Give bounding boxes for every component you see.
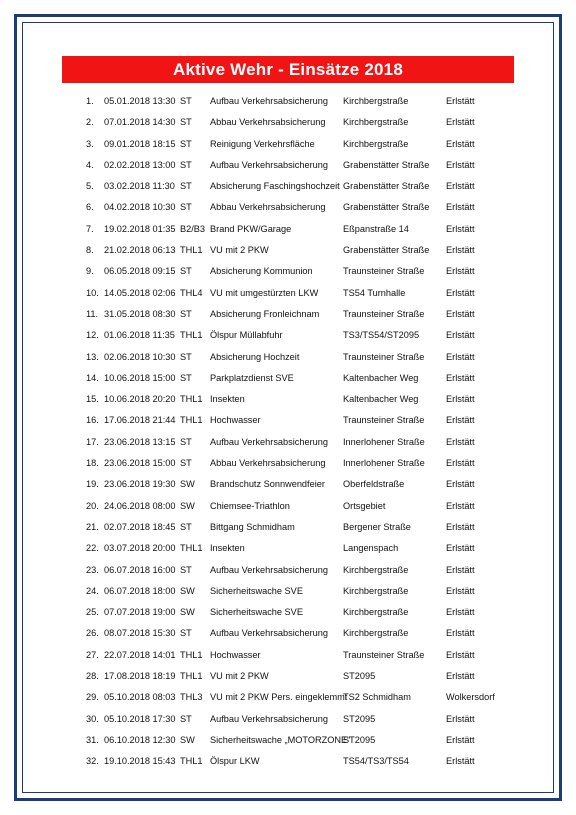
row-datetime: 06.10.2018 12:30 bbox=[104, 734, 176, 745]
row-datetime: 14.05.2018 02:06 bbox=[104, 287, 176, 298]
row-number: 20. bbox=[86, 500, 99, 511]
row-location: Innerlohener Straße bbox=[343, 458, 425, 469]
row-code: ST bbox=[180, 159, 192, 170]
row-number: 2. bbox=[86, 117, 94, 128]
table-row bbox=[0, 432, 576, 453]
row-location: Grabenstätter Straße bbox=[343, 181, 430, 192]
row-datetime: 08.07.2018 15:30 bbox=[104, 628, 176, 639]
row-code: ST bbox=[180, 138, 192, 149]
row-description: Abbau Verkehrsabsicherung bbox=[210, 117, 326, 128]
row-number: 12. bbox=[86, 330, 99, 341]
row-datetime: 17.08.2018 18:19 bbox=[104, 671, 176, 682]
row-location: Grabenstätter Straße bbox=[343, 202, 430, 213]
row-number: 24. bbox=[86, 585, 99, 596]
row-city: Erlstätt bbox=[446, 372, 475, 383]
row-description: Aufbau Verkehrsabsicherung bbox=[210, 436, 328, 447]
row-location: Kirchbergstraße bbox=[343, 564, 409, 575]
row-description: Aufbau Verkehrsabsicherung bbox=[210, 713, 328, 724]
row-description: Abbau Verkehrsabsicherung bbox=[210, 458, 326, 469]
row-datetime: 07.07.2018 19:00 bbox=[104, 607, 176, 618]
row-code: THL1 bbox=[180, 245, 203, 256]
row-city: Erlstätt bbox=[446, 351, 475, 362]
table-row bbox=[0, 347, 576, 368]
row-city: Erlstätt bbox=[446, 671, 475, 682]
row-description: Parkplatzdienst SVE bbox=[210, 372, 294, 383]
row-number: 10. bbox=[86, 287, 99, 298]
row-number: 28. bbox=[86, 671, 99, 682]
row-city: Erlstätt bbox=[446, 458, 475, 469]
row-location: Innerlohener Straße bbox=[343, 436, 425, 447]
row-code: ST bbox=[180, 181, 192, 192]
row-city: Erlstätt bbox=[446, 564, 475, 575]
row-code: ST bbox=[180, 96, 192, 106]
row-city: Erlstätt bbox=[446, 287, 475, 298]
row-description: Insekten bbox=[210, 394, 245, 405]
row-number: 26. bbox=[86, 628, 99, 639]
row-number: 1. bbox=[86, 96, 94, 106]
row-location: ST2095 bbox=[343, 713, 376, 724]
table-row bbox=[0, 304, 576, 325]
row-number: 23. bbox=[86, 564, 99, 575]
row-datetime: 05.01.2018 13:30 bbox=[104, 96, 176, 106]
row-description: Ölspur LKW bbox=[210, 756, 260, 767]
row-description: Absicherung Hochzeit bbox=[210, 351, 300, 362]
row-location: Traunsteiner Straße bbox=[343, 415, 425, 426]
row-code: SW bbox=[180, 734, 195, 745]
row-description: Chiemsee-Triathlon bbox=[210, 500, 290, 511]
row-datetime: 06.07.2018 18:00 bbox=[104, 585, 176, 596]
row-description: Absicherung Kommunion bbox=[210, 266, 313, 277]
row-location: TS2 Schmidham bbox=[343, 692, 411, 703]
table-row bbox=[0, 112, 576, 133]
row-datetime: 02.07.2018 18:45 bbox=[104, 521, 176, 532]
row-number: 7. bbox=[86, 223, 94, 234]
row-description: Sicherheitswache „MOTORZONE“ bbox=[210, 734, 351, 745]
row-location: TS54/TS3/TS54 bbox=[343, 756, 409, 767]
row-datetime: 10.06.2018 20:20 bbox=[104, 394, 176, 405]
row-description: Hochwasser bbox=[210, 415, 261, 426]
table-row bbox=[0, 134, 576, 155]
row-description: Absicherung Faschingshochzeit bbox=[210, 181, 340, 192]
row-description: Hochwasser bbox=[210, 649, 261, 660]
row-description: VU mit 2 PKW bbox=[210, 245, 269, 256]
row-number: 13. bbox=[86, 351, 99, 362]
row-datetime: 10.06.2018 15:00 bbox=[104, 372, 176, 383]
row-city: Erlstätt bbox=[446, 585, 475, 596]
table-row bbox=[0, 410, 576, 431]
row-city: Erlstätt bbox=[446, 117, 475, 128]
row-datetime: 17.06.2018 21:44 bbox=[104, 415, 176, 426]
row-code: THL1 bbox=[180, 394, 203, 405]
row-code: ST bbox=[180, 117, 192, 128]
table-row bbox=[0, 751, 576, 772]
table-row bbox=[0, 560, 576, 581]
row-description: VU mit umgestürzten LKW bbox=[210, 287, 319, 298]
row-datetime: 01.06.2018 11:35 bbox=[104, 330, 175, 341]
table-row bbox=[0, 197, 576, 218]
row-description: VU mit 2 PKW bbox=[210, 671, 269, 682]
row-code: ST bbox=[180, 458, 192, 469]
row-location: Traunsteiner Straße bbox=[343, 266, 425, 277]
row-datetime: 22.07.2018 14:01 bbox=[104, 649, 176, 660]
row-code: ST bbox=[180, 308, 192, 319]
table-row bbox=[0, 261, 576, 282]
row-datetime: 02.02.2018 13:00 bbox=[104, 159, 176, 170]
row-location: TS54 Turnhalle bbox=[343, 287, 406, 298]
row-description: VU mit 2 PKW Pers. eingeklemmt bbox=[210, 692, 348, 703]
row-code: ST bbox=[180, 202, 192, 213]
row-city: Erlstätt bbox=[446, 138, 475, 149]
row-number: 31. bbox=[86, 734, 99, 745]
row-location: Kirchbergstraße bbox=[343, 585, 409, 596]
row-location: ST2095 bbox=[343, 671, 376, 682]
row-location: Kirchbergstraße bbox=[343, 607, 409, 618]
row-location: Kirchbergstraße bbox=[343, 138, 409, 149]
row-number: 18. bbox=[86, 458, 99, 469]
row-city: Erlstätt bbox=[446, 223, 475, 234]
row-location: Kirchbergstraße bbox=[343, 628, 409, 639]
row-location: Traunsteiner Straße bbox=[343, 308, 425, 319]
row-code: THL1 bbox=[180, 756, 203, 767]
row-location: Kirchbergstraße bbox=[343, 96, 409, 106]
row-city: Erlstätt bbox=[446, 394, 475, 405]
row-description: Abbau Verkehrsabsicherung bbox=[210, 202, 326, 213]
row-code: THL4 bbox=[180, 287, 203, 298]
table-row bbox=[0, 368, 576, 389]
row-datetime: 06.05.2018 09:15 bbox=[104, 266, 176, 277]
row-datetime: 02.06.2018 10:30 bbox=[104, 351, 176, 362]
table-row bbox=[0, 517, 576, 538]
row-description: Bittgang Schmidham bbox=[210, 521, 295, 532]
row-city: Wolkersdorf bbox=[446, 692, 495, 703]
row-code: ST bbox=[180, 564, 192, 575]
row-number: 8. bbox=[86, 245, 94, 256]
row-datetime: 23.06.2018 19:30 bbox=[104, 479, 176, 490]
table-row bbox=[0, 581, 576, 602]
document-title: Aktive Wehr - Einsätze 2018 bbox=[62, 56, 514, 83]
row-description: Ölspur Müllabfuhr bbox=[210, 330, 283, 341]
row-datetime: 03.07.2018 20:00 bbox=[104, 543, 176, 554]
row-datetime: 06.07.2018 16:00 bbox=[104, 564, 176, 575]
row-city: Erlstätt bbox=[446, 521, 475, 532]
table-row bbox=[0, 474, 576, 495]
row-city: Erlstätt bbox=[446, 500, 475, 511]
row-number: 6. bbox=[86, 202, 94, 213]
table-row bbox=[0, 240, 576, 261]
row-description: Aufbau Verkehrsabsicherung bbox=[210, 159, 328, 170]
table-row bbox=[0, 155, 576, 176]
row-number: 3. bbox=[86, 138, 94, 149]
row-location: Bergener Straße bbox=[343, 521, 411, 532]
table-row bbox=[0, 645, 576, 666]
row-code: B2/B3 bbox=[180, 223, 206, 234]
row-city: Erlstätt bbox=[446, 330, 475, 341]
row-location: TS3/TS54/ST2095 bbox=[343, 330, 420, 341]
row-datetime: 03.02.2018 11:30 bbox=[104, 181, 175, 192]
row-number: 4. bbox=[86, 159, 94, 170]
row-number: 29. bbox=[86, 692, 99, 703]
row-code: THL1 bbox=[180, 415, 203, 426]
row-location: Kaltenbacher Weg bbox=[343, 372, 419, 383]
row-datetime: 23.06.2018 15:00 bbox=[104, 458, 176, 469]
row-description: Insekten bbox=[210, 543, 245, 554]
table-row bbox=[0, 283, 576, 304]
row-city: Erlstätt bbox=[446, 649, 475, 660]
table-row bbox=[0, 176, 576, 197]
table-row bbox=[0, 389, 576, 410]
row-description: Absicherung Fronleichnam bbox=[210, 308, 320, 319]
row-number: 14. bbox=[86, 372, 99, 383]
row-city: Erlstätt bbox=[446, 159, 475, 170]
row-city: Erlstätt bbox=[446, 543, 475, 554]
row-code: ST bbox=[180, 436, 192, 447]
row-datetime: 05.10.2018 17:30 bbox=[104, 713, 176, 724]
row-number: 5. bbox=[86, 181, 94, 192]
row-location: Grabenstätter Straße bbox=[343, 159, 430, 170]
row-datetime: 04.02.2018 10:30 bbox=[104, 202, 176, 213]
row-code: ST bbox=[180, 713, 192, 724]
table-row bbox=[0, 325, 576, 346]
row-code: ST bbox=[180, 521, 192, 532]
row-location: Grabenstätter Straße bbox=[343, 245, 430, 256]
incident-list bbox=[0, 91, 576, 773]
row-location: Eßpanstraße 14 bbox=[343, 223, 409, 234]
row-city: Erlstätt bbox=[446, 415, 475, 426]
row-city: Erlstätt bbox=[446, 628, 475, 639]
table-row bbox=[0, 709, 576, 730]
row-description: Aufbau Verkehrsabsicherung bbox=[210, 628, 328, 639]
row-description: Aufbau Verkehrsabsicherung bbox=[210, 96, 328, 106]
row-location: Ortsgebiet bbox=[343, 500, 386, 511]
row-city: Erlstätt bbox=[446, 479, 475, 490]
row-number: 17. bbox=[86, 436, 99, 447]
row-number: 22. bbox=[86, 543, 99, 554]
row-city: Erlstätt bbox=[446, 181, 475, 192]
table-row bbox=[0, 687, 576, 708]
row-number: 25. bbox=[86, 607, 99, 618]
row-code: THL1 bbox=[180, 543, 203, 554]
row-number: 15. bbox=[86, 394, 99, 405]
row-code: SW bbox=[180, 607, 195, 618]
row-city: Erlstätt bbox=[446, 245, 475, 256]
row-description: Sicherheitswache SVE bbox=[210, 585, 303, 596]
row-description: Aufbau Verkehrsabsicherung bbox=[210, 564, 328, 575]
row-code: ST bbox=[180, 628, 192, 639]
row-city: Erlstätt bbox=[446, 202, 475, 213]
row-location: Kirchbergstraße bbox=[343, 117, 409, 128]
row-location: Oberfeldstraße bbox=[343, 479, 405, 490]
row-location: Kaltenbacher Weg bbox=[343, 394, 419, 405]
row-datetime: 23.06.2018 13:15 bbox=[104, 436, 176, 447]
row-code: ST bbox=[180, 351, 192, 362]
row-number: 30. bbox=[86, 713, 99, 724]
table-row bbox=[0, 623, 576, 644]
row-code: ST bbox=[180, 372, 192, 383]
table-row bbox=[0, 219, 576, 240]
row-datetime: 05.10.2018 08:03 bbox=[104, 692, 176, 703]
row-code: SW bbox=[180, 479, 195, 490]
row-city: Erlstätt bbox=[446, 266, 475, 277]
row-description: Brandschutz Sonnwendfeier bbox=[210, 479, 325, 490]
row-code: THL1 bbox=[180, 330, 203, 341]
row-code: THL1 bbox=[180, 671, 203, 682]
table-row bbox=[0, 453, 576, 474]
row-code: SW bbox=[180, 585, 195, 596]
row-number: 19. bbox=[86, 479, 99, 490]
row-datetime: 19.10.2018 15:43 bbox=[104, 756, 176, 767]
row-location: Traunsteiner Straße bbox=[343, 351, 425, 362]
table-row bbox=[0, 496, 576, 517]
table-row bbox=[0, 91, 576, 112]
row-location: ST2095 bbox=[343, 734, 376, 745]
row-description: Sicherheitswache SVE bbox=[210, 607, 303, 618]
row-city: Erlstätt bbox=[446, 734, 475, 745]
table-row bbox=[0, 538, 576, 559]
row-datetime: 24.06.2018 08:00 bbox=[104, 500, 176, 511]
row-datetime: 09.01.2018 18:15 bbox=[104, 138, 176, 149]
row-city: Erlstätt bbox=[446, 713, 475, 724]
row-datetime: 31.05.2018 08:30 bbox=[104, 308, 176, 319]
row-city: Erlstätt bbox=[446, 308, 475, 319]
row-city: Erlstätt bbox=[446, 607, 475, 618]
row-description: Brand PKW/Garage bbox=[210, 223, 292, 234]
row-datetime: 21.02.2018 06:13 bbox=[104, 245, 176, 256]
row-number: 21. bbox=[86, 521, 99, 532]
row-code: SW bbox=[180, 500, 195, 511]
row-code: ST bbox=[180, 266, 192, 277]
row-city: Erlstätt bbox=[446, 756, 475, 767]
row-city: Erlstätt bbox=[446, 436, 475, 447]
row-location: Langenspach bbox=[343, 543, 399, 554]
row-code: THL1 bbox=[180, 649, 203, 660]
table-row bbox=[0, 666, 576, 687]
row-number: 27. bbox=[86, 649, 99, 660]
row-city: Erlstätt bbox=[446, 96, 475, 106]
row-number: 9. bbox=[86, 266, 94, 277]
row-location: Traunsteiner Straße bbox=[343, 649, 425, 660]
row-description: Reinigung Verkehrsfläche bbox=[210, 138, 315, 149]
table-row bbox=[0, 602, 576, 623]
row-number: 16. bbox=[86, 415, 99, 426]
row-datetime: 19.02.2018 01:35 bbox=[104, 223, 176, 234]
row-code: THL3 bbox=[180, 692, 203, 703]
table-row bbox=[0, 730, 576, 751]
row-number: 11. bbox=[86, 308, 99, 319]
row-number: 32. bbox=[86, 756, 99, 767]
row-datetime: 07.01.2018 14:30 bbox=[104, 117, 176, 128]
